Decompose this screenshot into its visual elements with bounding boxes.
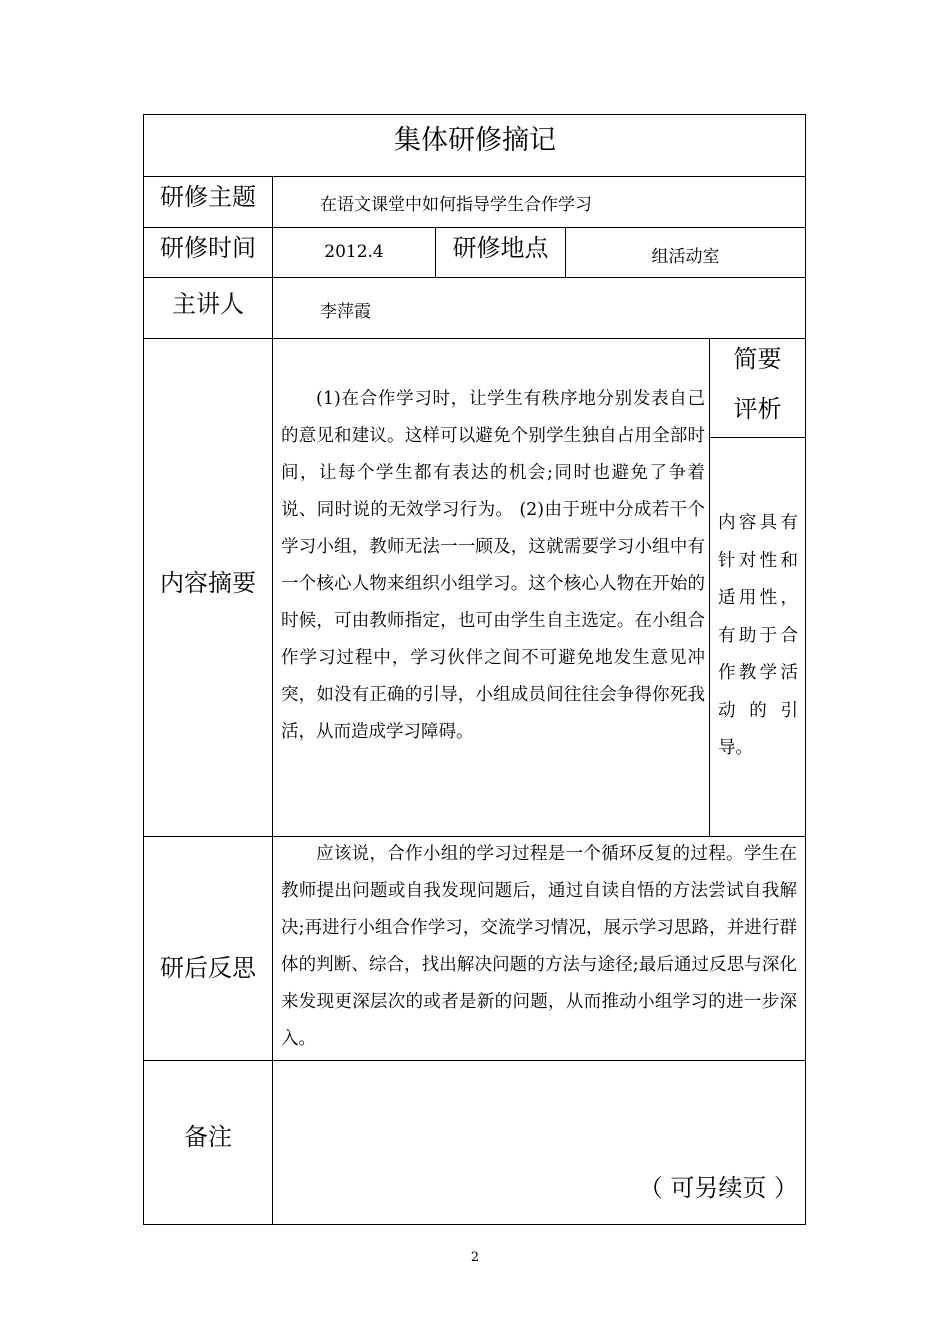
review-label-line1: 简要 — [733, 345, 782, 373]
continued-note: （ 可另续页 ） — [638, 1174, 798, 1202]
page-number: 2 — [470, 1250, 480, 1265]
review-label-line2: 评析 — [733, 395, 782, 423]
table-border-top — [143, 114, 806, 115]
column-line — [272, 176, 273, 1225]
summary-label: 内容摘要 — [160, 569, 256, 597]
reflection-text: 应该说，合作小组的学习过程是一个循环反复的过程。学生在教师提出问题或自我发现问题后，通过自读自悟的方法尝试自我解决;再进行小组合作学习，交流学习情况，展示学习思路，并进行群体的判断、综合，找出解决问题的方法与途径;最后通过反思与深化来发现更深层次的或者是新的问题，从而推动小组学习的进一步深入。 — [281, 844, 797, 1049]
table-border-bottom — [143, 1224, 806, 1225]
notes-label: 备注 — [184, 1123, 232, 1151]
place-label: 研修地点 — [452, 234, 549, 262]
row-line — [143, 338, 806, 339]
review-text: 内容具有针对性和适用性，有助于合作教学活动的引导。 — [718, 513, 798, 758]
time-label: 研修时间 — [160, 234, 256, 262]
row-line — [143, 277, 806, 278]
document-title: 集体研修摘记 — [394, 125, 556, 156]
table-border-right — [805, 114, 806, 1225]
topic-value: 在语文课堂中如何指导学生合作学习 — [320, 195, 592, 215]
place-value: 组活动室 — [651, 247, 720, 267]
table-border-left — [143, 114, 144, 1225]
row-line — [143, 1060, 806, 1061]
speaker-label: 主讲人 — [172, 290, 244, 318]
topic-label: 研修主题 — [160, 183, 256, 211]
time-value: 2012.4 — [324, 242, 384, 262]
summary-text: (1)在合作学习时，让学生有秩序地分别发表自己的意见和建议。这样可以避免个别学生独自占用全部时间，让每个学生都有表达的机会;同时也避免了争着说、同时说的无效学习行为。 (2)由于班中分成若干个学习小组，教师无法一一顾及，这就需要学习小组中有一个核心人物来组织小组学习。这个核心人物在开始的时候，可由教师指定，也可由学生自主选定。在小组合作学习过程中，学习伙伴之间不可避免地发生意见冲突，如没有正确的引导，小组成员间往往会争得你死我活，从而造成学习障碍。 — [281, 389, 705, 742]
reflection-label: 研后反思 — [160, 954, 256, 982]
speaker-value: 李萍霞 — [320, 302, 371, 322]
row-line — [709, 437, 806, 438]
